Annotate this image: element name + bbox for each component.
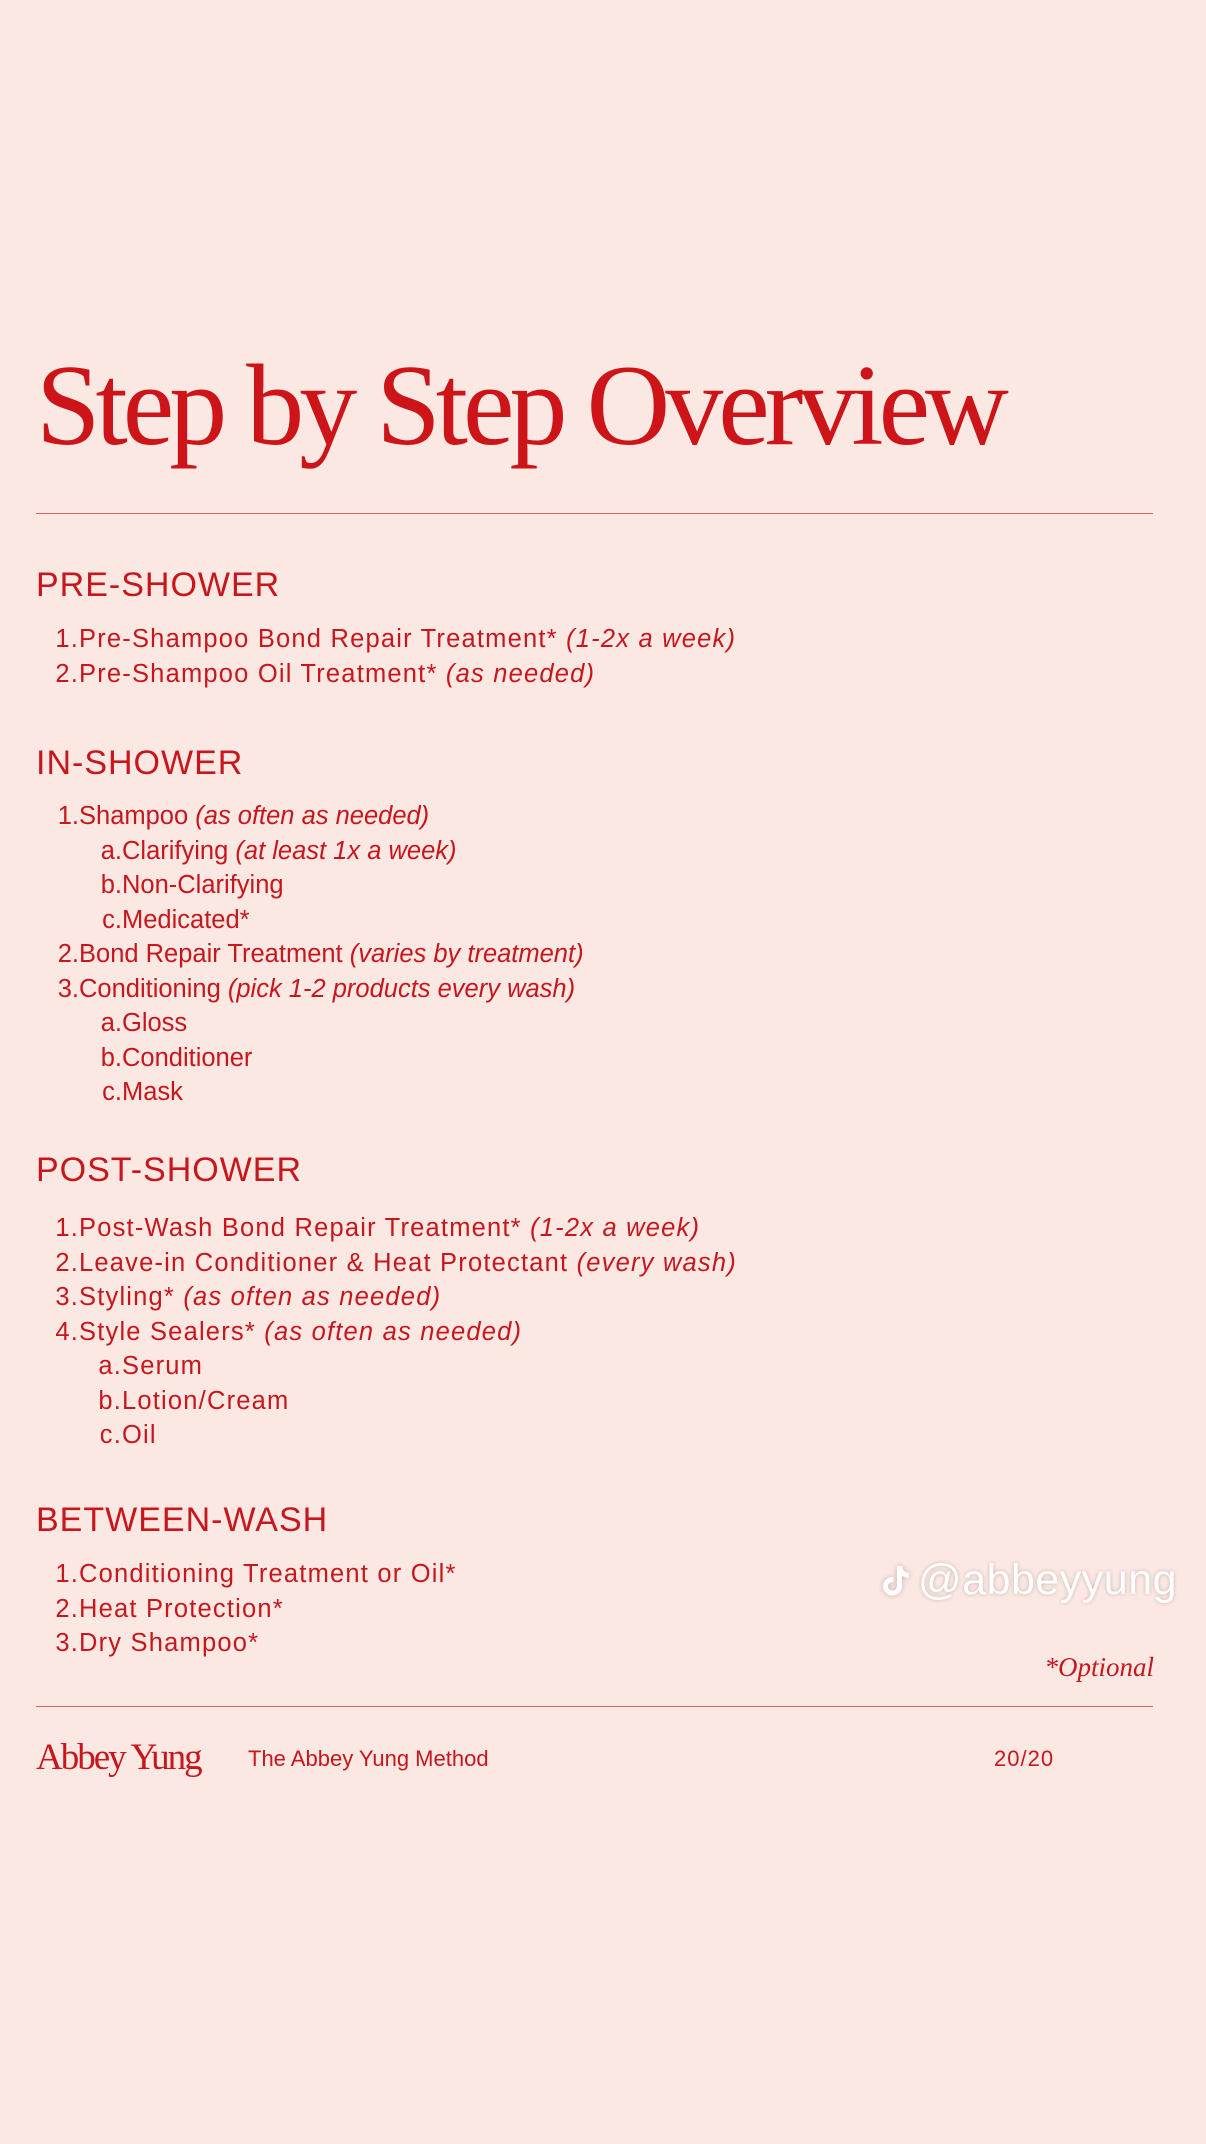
section-heading-pre-shower: PRE-SHOWER	[36, 566, 281, 604]
item-text-container	[79, 1246, 737, 1281]
list-item	[0, 972, 1206, 1007]
item-text: Oil	[122, 1421, 157, 1449]
item-letter: c.	[99, 1421, 122, 1449]
item-number: 4.	[55, 1317, 79, 1346]
item-number: 1.	[55, 1560, 79, 1588]
item-text: Dry Shampoo*	[79, 1629, 260, 1657]
list-item	[0, 799, 1206, 834]
item-number: 3.	[55, 1283, 79, 1311]
item-text: Styling*	[79, 1283, 176, 1311]
list-subitem	[0, 834, 1206, 869]
method-label: The Abbey Yung Method	[248, 1746, 489, 1771]
item-letter: c.	[102, 905, 122, 934]
item-number: 3.	[55, 1629, 79, 1657]
list-subitem	[0, 1006, 1206, 1041]
item-text-container	[79, 1211, 700, 1246]
item-letter: a.	[100, 1009, 122, 1037]
list-subitem	[0, 1349, 1206, 1384]
item-text: Shampoo	[79, 802, 189, 830]
item-note: (varies by treatment)	[349, 940, 584, 968]
section-heading-post-shower: POST-SHOWER	[36, 1151, 303, 1189]
tiktok-icon	[880, 1563, 912, 1599]
page-number: 20/20	[994, 1746, 1055, 1771]
item-letter: b.	[100, 1043, 122, 1072]
item-number: 2.	[55, 1248, 79, 1277]
item-letter: a.	[98, 1352, 122, 1380]
item-text-container	[79, 1280, 441, 1315]
list-item	[0, 1211, 1206, 1246]
list-subitem	[0, 903, 1206, 938]
item-letter: b.	[98, 1386, 122, 1415]
item-text-container	[79, 799, 429, 834]
item-note: (1-2x a week)	[566, 625, 737, 653]
list-subitem	[0, 1418, 1206, 1453]
item-text-container	[79, 1315, 522, 1350]
in-shower-list	[0, 799, 1206, 1110]
item-text-container	[79, 622, 736, 657]
item-text: Lotion/Cream	[122, 1386, 290, 1415]
section-heading-in-shower: IN-SHOWER	[36, 744, 244, 782]
item-note: (as often as needed)	[264, 1317, 523, 1346]
item-text: Leave-in Conditioner & Heat Protectant	[79, 1248, 569, 1277]
item-note: (as needed)	[445, 659, 596, 688]
item-letter: a.	[100, 836, 122, 865]
brand-logo: Abbey Yung	[36, 1737, 201, 1778]
item-text: Heat Protection*	[79, 1594, 284, 1623]
item-text: Style Sealers*	[79, 1317, 256, 1346]
item-letter: c.	[102, 1078, 122, 1106]
item-number: 2.	[57, 940, 79, 968]
item-note: (pick 1-2 products every wash)	[227, 974, 576, 1003]
item-text: Conditioning Treatment or Oil*	[79, 1560, 457, 1588]
item-number: 3.	[57, 974, 79, 1003]
section-heading-between-wash: BETWEEN-WASH	[36, 1501, 329, 1539]
item-text: Medicated*	[122, 905, 250, 934]
item-text: Mask	[122, 1078, 183, 1106]
list-item	[0, 1246, 1206, 1281]
item-text: Serum	[122, 1352, 204, 1380]
item-text-container	[79, 972, 575, 1007]
tiktok-handle: @abbeyyung	[918, 1556, 1178, 1604]
item-note: (at least 1x a week)	[235, 836, 457, 865]
item-number: 1.	[55, 1214, 79, 1242]
list-subitem	[0, 1041, 1206, 1076]
item-text: Clarifying	[122, 836, 229, 865]
item-text: Post-Wash Bond Repair Treatment*	[79, 1214, 522, 1242]
item-text: Conditioning	[79, 974, 221, 1003]
pre-shower-list	[0, 622, 1206, 691]
item-note: (as often as needed)	[183, 1283, 442, 1311]
list-item	[0, 1280, 1206, 1315]
item-number: 2.	[55, 659, 79, 688]
item-text: Pre-Shampoo Oil Treatment*	[79, 659, 438, 688]
item-text: Gloss	[122, 1009, 188, 1037]
post-shower-list	[0, 1211, 1206, 1453]
list-subitem	[0, 1384, 1206, 1419]
item-text-container	[79, 937, 584, 972]
top-divider	[36, 513, 1153, 514]
list-item	[0, 1626, 1206, 1661]
item-text-container	[79, 657, 595, 692]
item-number: 1.	[57, 802, 79, 830]
item-note: (every wash)	[576, 1248, 737, 1277]
page-title: Step by Step Overview	[36, 342, 1004, 470]
list-subitem	[0, 1075, 1206, 1110]
item-text: Non-Clarifying	[122, 871, 284, 899]
list-subitem	[0, 868, 1206, 903]
bottom-divider	[36, 1706, 1153, 1707]
item-note: (as often as needed)	[195, 802, 430, 830]
list-item	[0, 622, 1206, 657]
list-item	[0, 937, 1206, 972]
optional-footnote: *Optional	[1044, 1652, 1154, 1682]
list-item	[0, 657, 1206, 692]
item-text-container	[122, 834, 457, 869]
item-text: Pre-Shampoo Bond Repair Treatment*	[79, 625, 558, 653]
list-item	[0, 1315, 1206, 1350]
tiktok-watermark	[880, 1556, 1177, 1605]
item-letter: b.	[100, 871, 122, 899]
item-text: Conditioner	[122, 1043, 253, 1072]
item-number: 2.	[55, 1594, 79, 1623]
item-number: 1.	[55, 625, 79, 653]
item-text: Bond Repair Treatment	[79, 940, 343, 968]
item-note: (1-2x a week)	[530, 1214, 701, 1242]
